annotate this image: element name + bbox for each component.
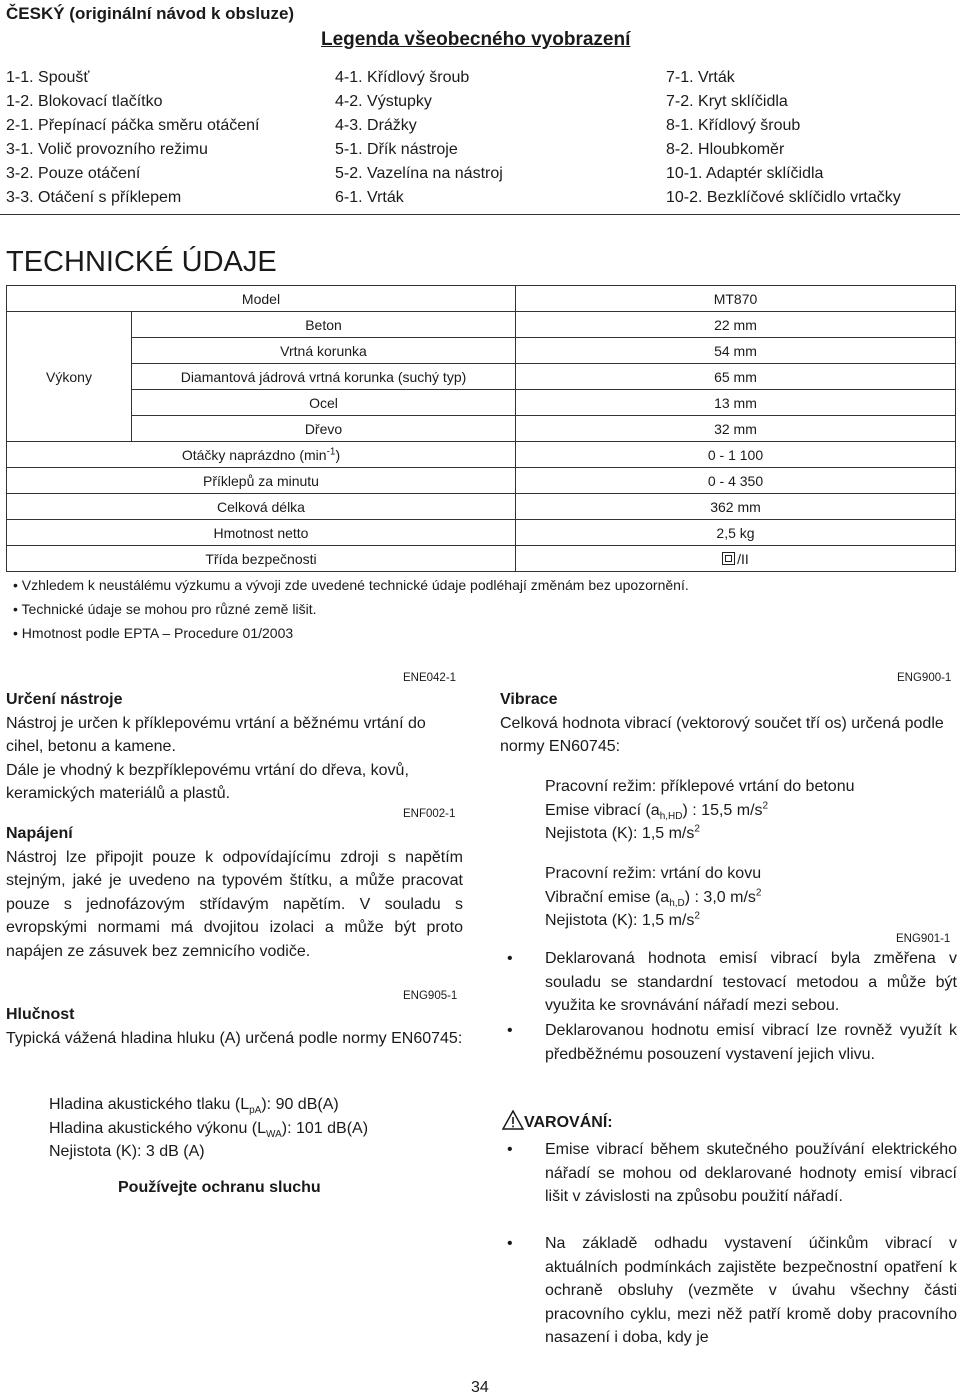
noload-close: ) (335, 446, 341, 463)
note-item: • Hmotnost podle EPTA – Procedure 01/2003 (13, 625, 294, 641)
noise-uncertainty: Nejistota (K): 3 dB (A) (49, 1143, 205, 1160)
mode-uncertainty (545, 909, 761, 933)
noise-values (49, 1093, 368, 1164)
section-heading: Určení nástroje (6, 691, 123, 708)
table-cell: Výkony (7, 312, 132, 442)
vib-sub: h,HD (659, 810, 683, 822)
legend-column-2 (335, 66, 503, 210)
vibration-mode-1 (545, 775, 855, 846)
mode-emission (545, 799, 855, 823)
table-cell: Celková délka (7, 494, 516, 520)
noise-power (49, 1117, 368, 1141)
left-column-part3 (6, 1003, 463, 1050)
legend-item: 5-1. Dřík nástroje (335, 141, 458, 158)
legend-item: 1-2. Blokovací tlačítko (6, 93, 163, 110)
vib-text: ) : 3,0 m/s (684, 888, 756, 906)
code-label: ENG901-1 (896, 933, 951, 945)
vibration-bullet-2 (507, 1019, 957, 1066)
mode-emission (545, 886, 761, 910)
table-row (7, 468, 956, 494)
table-cell: Vrtná korunka (132, 338, 516, 364)
table-row (7, 546, 956, 572)
table-cell: 13 mm (516, 390, 956, 416)
vib-sup: 2 (755, 887, 762, 899)
noise-pressure (49, 1093, 368, 1117)
legend-item: 3-3. Otáčení s příklepem (6, 189, 182, 206)
table-row (7, 390, 956, 416)
legend-item: 7-1. Vrták (666, 69, 735, 86)
bullet-icon: • (507, 1022, 513, 1039)
table-cell: Beton (132, 312, 516, 338)
vib-sub: h,D (669, 897, 685, 909)
legend-column-3 (666, 66, 901, 210)
table-cell: Dřevo (132, 416, 516, 442)
mode-uncertainty (545, 822, 855, 846)
noload-sup: -1 (326, 445, 336, 457)
warning-heading (502, 1110, 613, 1132)
table-cell: MT870 (516, 286, 956, 312)
table-cell: Příklepů za minutu (7, 468, 516, 494)
paragraph: Emise vibrací během skutečného používání elektrického nářadí se mohou od deklarované hodnoty emisí vibrací lišit v závislosti na způsobu použití nářadí. (545, 1141, 957, 1205)
table-row (7, 286, 956, 312)
table-cell: 65 mm (516, 364, 956, 390)
vib-sup: 2 (694, 823, 700, 835)
paragraph: Deklarovanou hodnotu emisí vibrací lze rovněž využít k předběžnému posouzení vystavení jejich vlivu. (545, 1022, 957, 1063)
legend-item: 4-1. Křídlový šroub (335, 69, 470, 86)
table-cell: Diamantová jádrová vrtná korunka (suchý typ) (132, 364, 516, 390)
note-item: • Vzhledem k neustálému výzkumu a vývoji zde uvedené technické údaje podléhají změnám bez upozornění. (13, 577, 689, 593)
left-column-part2 (6, 822, 463, 963)
noise-text: Hladina akustického tlaku (L (49, 1096, 250, 1113)
bullet-icon: • (507, 1235, 513, 1252)
section-heading: Hlučnost (6, 1006, 75, 1023)
vib-text: Emise vibrací (a (545, 801, 660, 819)
table-cell: Ocel (132, 390, 516, 416)
legend-item: 8-2. Hloubkoměr (666, 141, 785, 158)
table-cell: 0 - 1 100 (516, 442, 956, 468)
warning-bullet-1 (507, 1138, 957, 1209)
page-header: ČESKÝ (originální návod k obsluze) (6, 4, 295, 23)
section-heading: Vibrace (500, 691, 558, 708)
table-row (7, 416, 956, 442)
noise-text: ): 101 dB(A) (281, 1119, 369, 1137)
bullet-icon: • (507, 1141, 513, 1158)
vib-text: Vibrační emise (a (545, 888, 670, 906)
noise-text: Hladina akustického výkonu (L (49, 1119, 267, 1137)
vibration-bullet-1 (507, 947, 957, 1018)
legend-column-1 (6, 66, 259, 210)
table-cell: Třída bezpečnosti (7, 546, 516, 572)
legend-item: 10-2. Bezklíčové sklíčidlo vrtačky (666, 189, 901, 206)
noise-sub: pA (249, 1105, 262, 1117)
double-insulation-icon (722, 552, 735, 565)
note-item: • Technické údaje se mohou pro různé země lišit. (13, 601, 317, 617)
bullet-icon: • (507, 950, 513, 967)
legend-item: 6-1. Vrták (335, 189, 404, 206)
legend-item: 2-1. Přepínací páčka směru otáčení (6, 117, 260, 134)
noload-label: Otáčky naprázdno (min (181, 446, 327, 463)
legend-item: 4-3. Drážky (335, 117, 417, 134)
right-column-part1 (500, 688, 956, 759)
code-label: ENG900-1 (897, 672, 952, 684)
table-row (7, 494, 956, 520)
table-cell: 0 - 4 350 (516, 468, 956, 494)
section-divider (0, 214, 960, 215)
table-row (7, 312, 956, 338)
spec-notes (13, 573, 689, 645)
vib-sup: 2 (694, 910, 700, 922)
table-cell (7, 442, 516, 468)
paragraph: Nástroj je určen k příklepovému vrtání a běžnému vrtání do cihel, betonu a kamene. (6, 714, 426, 755)
section-heading: Napájení (6, 825, 73, 842)
table-row (7, 520, 956, 546)
page-number: 34 (471, 1379, 489, 1396)
table-cell: Model (7, 286, 516, 312)
table-cell (516, 546, 956, 572)
table-cell: 362 mm (516, 494, 956, 520)
warning-triangle-icon (502, 1110, 524, 1130)
table-cell: 2,5 kg (516, 520, 956, 546)
ear-protection-note: Používejte ochranu sluchu (118, 1179, 321, 1196)
noise-sub: WA (266, 1128, 282, 1140)
legend-item: 10-1. Adaptér sklíčidla (666, 165, 824, 182)
table-cell: 32 mm (516, 416, 956, 442)
table-cell: 22 mm (516, 312, 956, 338)
paragraph: Celková hodnota vibrací (vektorový součet tří os) určená podle normy EN60745: (500, 714, 944, 755)
code-label: ENG905-1 (403, 990, 458, 1002)
legend-item: 5-2. Vazelína na nástroj (335, 165, 503, 182)
paragraph: Deklarovaná hodnota emisí vibrací byla změřena v souladu se standardní testovací metodou a může být využita ke srovnávání nářadí mezi sebou. (545, 950, 957, 1014)
tech-specs-title: TECHNICKÉ ÚDAJE (6, 246, 277, 278)
paragraph: Typická vážená hladina hluku (A) určená podle normy EN60745: (6, 1029, 463, 1047)
table-row (7, 338, 956, 364)
vibration-mode-2 (545, 862, 761, 933)
table-row (7, 364, 956, 390)
legend-item: 3-2. Pouze otáčení (6, 165, 141, 182)
legend-item: 4-2. Výstupky (335, 93, 432, 110)
legend-title: Legenda všeobecného vyobrazení (321, 29, 631, 50)
vib-text: Nejistota (K): 1,5 m/s (545, 912, 695, 929)
left-column-part1 (6, 688, 463, 806)
warning-bullet-2 (507, 1232, 957, 1350)
noise-text: ): 90 dB(A) (261, 1096, 339, 1113)
mode-title: Pracovní režim: příklepové vrtání do betonu (545, 778, 855, 795)
vib-text: ) : 15,5 m/s (682, 801, 763, 819)
vib-sup: 2 (762, 800, 769, 812)
code-label: ENF002-1 (403, 808, 456, 820)
table-cell: 54 mm (516, 338, 956, 364)
class-value: /II (737, 550, 749, 567)
legend-item: 7-2. Kryt sklíčidla (666, 93, 788, 110)
paragraph: Na základě odhadu vystavení účinkům vibrací v aktuálních podmínkách zajistěte bezpečnostní opatření k ochraně obsluhy (vezměte v úvahu všechny části pracovního cyklu, mezi něž patří kromě doby pracovního nasazení i doba, kdy je (545, 1235, 957, 1346)
mode-title: Pracovní režim: vrtání do kovu (545, 865, 762, 882)
specifications-table (6, 285, 956, 572)
paragraph: Dále je vhodný k bezpříklepovému vrtání do dřeva, kovů, keramických materiálů a plastů. (6, 761, 409, 802)
legend-item: 8-1. Křídlový šroub (666, 117, 801, 134)
table-row (7, 442, 956, 468)
paragraph: Nástroj lze připojit pouze k odpovídajícímu zdroji s napětím stejným, jaké je uvedeno na typovém štítku, a může pracovat pouze s jednofázovým střídavým napětím. V souladu s evropskými normami má dvojitou izolaci a může být proto napájen ze zásuvek bez zemnicího vodiče. (6, 848, 463, 960)
legend-item: 3-1. Volič provozního režimu (6, 141, 208, 158)
table-cell: Hmotnost netto (7, 520, 516, 546)
vib-text: Nejistota (K): 1,5 m/s (545, 825, 695, 842)
warning-label: VAROVÁNÍ: (524, 1114, 613, 1131)
legend-item: 1-1. Spoušť (6, 69, 90, 86)
code-label: ENE042-1 (403, 672, 457, 684)
